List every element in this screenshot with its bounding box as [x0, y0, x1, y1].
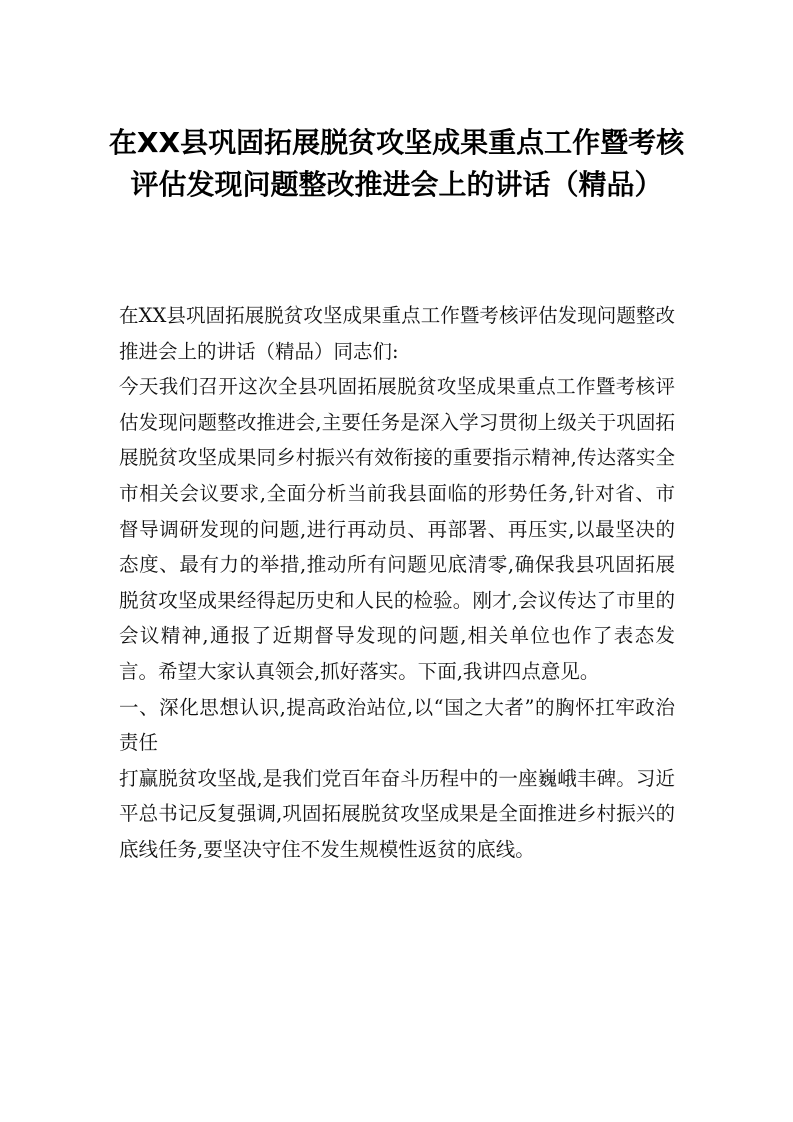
document-title: 在XX县巩固拓展脱贫攻坚成果重点工作暨考核评估发现问题整改推进会上的讲话（精品） [108, 126, 685, 201]
body-paragraph: 打赢脱贫攻坚战,是我们党百年奋斗历程中的一座巍峨丰碑。习近平总书记反复强调,巩固拓展脱贫攻坚成果是全面推进乡村振兴的底线任务,要坚决守住不发生规模性返贫的底线。 [119, 766, 675, 861]
section-heading: 一、深化思想认识,提高政治站位,以“国之大者”的胸怀扛牢政治责任 [119, 695, 675, 755]
opening-paragraph: 在XX县巩固拓展脱贫攻坚成果重点工作暨考核评估发现问题整改推进会上的讲话（精品）同志们: [119, 304, 675, 363]
document-body [119, 298, 675, 868]
introduction-paragraph: 今天我们召开这次全县巩固拓展脱贫攻坚成果重点工作暨考核评估发现问题整改推进会,主要任务是深入学习贯彻上级关于巩固拓展脱贫攻坚成果同乡村振兴有效衔接的重要指示精神,传达落实全市相关会议要求,全面分析当前我县面临的形势任务,针对省、市督导调研发现的问题,进行再动员、再部署、再压实,以最坚决的态度、最有力的举措,推动所有问题见底清零,确保我县巩固拓展脱贫攻坚成果经得起历史和人民的检验。刚才,会议传达了市里的会议精神,通报了近期督导发现的问题,相关单位也作了表态发言。希望大家认真领会,抓好落实。下面,我讲四点意见。 [119, 375, 675, 683]
